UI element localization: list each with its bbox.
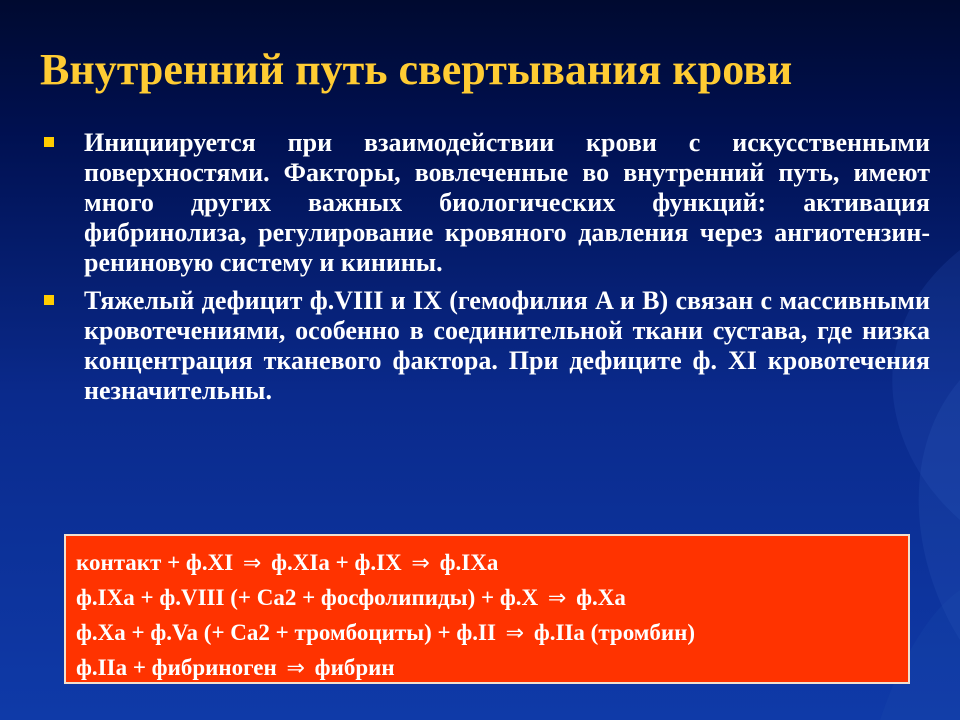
implies-arrow-icon: ⇒: [242, 551, 262, 576]
reaction-left: контакт + ф.XI: [76, 550, 234, 575]
reaction-right: ф.IIa (тромбин): [533, 620, 696, 645]
reaction-left: ф.IIa + фибриноген: [76, 655, 277, 680]
reaction-box: [64, 534, 910, 684]
reaction-right: фибрин: [314, 655, 395, 680]
reaction-right: ф.XIa + ф.IX: [271, 550, 402, 575]
slide-title: Внутренний путь свертывания крови: [40, 45, 793, 94]
bullet-item: [40, 286, 930, 406]
bullet-text: Тяжелый дефицит ф.VIII и IX (гемофилия A и B) связан с массивными кровотечениями, особенно в соединительной ткани сустава, где низка концентрация тканевого фактора. При дефиците ф. XI кровотечения незначительны.: [84, 286, 930, 405]
reaction-line: [76, 651, 898, 686]
bullet-item: [40, 128, 930, 278]
implies-arrow-icon: ⇒: [411, 551, 430, 576]
reaction-left: ф.IXa + ф.VIII (+ Ca2 + фосфолипиды) + ф.X: [76, 585, 539, 610]
reaction-line: [76, 546, 898, 581]
reaction-line: [76, 581, 898, 616]
reaction-tail: ф.IXa: [439, 550, 499, 575]
bullet-list: [40, 128, 930, 414]
implies-arrow-icon: ⇒: [505, 621, 525, 646]
bullet-square-icon: [44, 295, 54, 305]
reaction-line: [76, 616, 898, 651]
implies-arrow-icon: ⇒: [547, 586, 567, 611]
bullet-square-icon: [44, 137, 54, 147]
reaction-right: ф.Xa: [576, 585, 626, 610]
bullet-text: Инициируется при взаимодействии крови с искусственными поверхностями. Факторы, вовлеченные во внутренний путь, имеют много других важных биологических функций: активация фибринолиза, регулирование кровяного давления через ангиотензин-рениновую систему и кинины.: [84, 128, 930, 277]
implies-arrow-icon: ⇒: [286, 656, 305, 681]
reaction-left: ф.Xa + ф.Va (+ Ca2 + тромбоциты) + ф.II: [76, 620, 496, 645]
